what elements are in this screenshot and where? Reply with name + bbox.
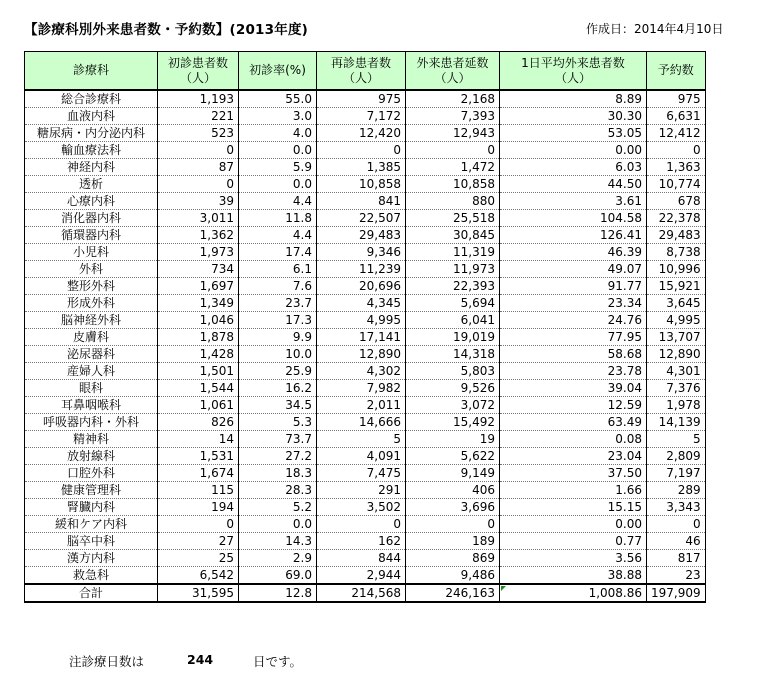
reservations-cell: 15,921 bbox=[647, 278, 706, 295]
revisit-count-cell: 2,944 bbox=[317, 567, 406, 585]
department-cell: 腎臓内科 bbox=[25, 499, 158, 516]
reservations-cell: 12,890 bbox=[647, 346, 706, 363]
department-cell: 口腔外科 bbox=[25, 465, 158, 482]
footnote-label: 注診療日数は bbox=[69, 654, 145, 669]
first-visit-rate-cell: 23.7 bbox=[239, 295, 317, 312]
revisit-count-cell: 9,346 bbox=[317, 244, 406, 261]
first-visit-rate-cell: 34.5 bbox=[239, 397, 317, 414]
first-visit-count-cell: 14 bbox=[158, 431, 239, 448]
revisit-count-cell: 7,982 bbox=[317, 380, 406, 397]
revisit-count-cell: 162 bbox=[317, 533, 406, 550]
department-cell: 合計 bbox=[25, 584, 158, 602]
table-row bbox=[25, 142, 706, 159]
first-visit-rate-cell: 6.1 bbox=[239, 261, 317, 278]
revisit-count-cell: 11,239 bbox=[317, 261, 406, 278]
revisit-count-cell: 1,385 bbox=[317, 159, 406, 176]
table-row bbox=[25, 176, 706, 193]
first-visit-count-cell: 1,544 bbox=[158, 380, 239, 397]
total-outpatients-cell: 869 bbox=[406, 550, 500, 567]
first-visit-rate-cell: 18.3 bbox=[239, 465, 317, 482]
first-visit-count-cell: 1,193 bbox=[158, 90, 239, 108]
first-visit-rate-cell: 69.0 bbox=[239, 567, 317, 585]
table-row bbox=[25, 108, 706, 125]
table-row bbox=[25, 465, 706, 482]
reservations-cell: 12,412 bbox=[647, 125, 706, 142]
first-visit-count-cell: 734 bbox=[158, 261, 239, 278]
first-visit-count-cell: 826 bbox=[158, 414, 239, 431]
page-title: 【診療科別外来患者数・予約数】(2013年度) bbox=[24, 22, 309, 38]
total-outpatients-cell: 5,803 bbox=[406, 363, 500, 380]
daily-average-cell: 104.58 bbox=[500, 210, 647, 227]
first-visit-rate-cell: 12.8 bbox=[239, 584, 317, 602]
first-visit-count-cell: 1,697 bbox=[158, 278, 239, 295]
total-outpatients-cell: 9,486 bbox=[406, 567, 500, 585]
revisit-count-cell: 22,507 bbox=[317, 210, 406, 227]
department-cell: 外科 bbox=[25, 261, 158, 278]
revisit-count-cell: 12,420 bbox=[317, 125, 406, 142]
first-visit-count-cell: 87 bbox=[158, 159, 239, 176]
total-outpatients-cell: 22,393 bbox=[406, 278, 500, 295]
department-cell: 糖尿病・内分泌内科 bbox=[25, 125, 158, 142]
table-row bbox=[25, 90, 706, 108]
revisit-count-cell: 0 bbox=[317, 516, 406, 533]
department-cell: 透析 bbox=[25, 176, 158, 193]
first-visit-count-cell: 1,061 bbox=[158, 397, 239, 414]
department-cell: 心療内科 bbox=[25, 193, 158, 210]
first-visit-count-cell: 523 bbox=[158, 125, 239, 142]
department-cell: 緩和ケア内科 bbox=[25, 516, 158, 533]
first-visit-count-cell: 1,878 bbox=[158, 329, 239, 346]
table-row bbox=[25, 380, 706, 397]
first-visit-rate-cell: 5.2 bbox=[239, 499, 317, 516]
first-visit-count-cell: 1,674 bbox=[158, 465, 239, 482]
department-cell: 呼吸器内科・外科 bbox=[25, 414, 158, 431]
department-cell: 整形外科 bbox=[25, 278, 158, 295]
header-daily-average: 1日平均外来患者数 （人） bbox=[500, 52, 647, 91]
revisit-count-cell: 29,483 bbox=[317, 227, 406, 244]
department-cell: 精神科 bbox=[25, 431, 158, 448]
reservations-cell: 7,376 bbox=[647, 380, 706, 397]
total-outpatients-cell: 15,492 bbox=[406, 414, 500, 431]
first-visit-count-cell: 0 bbox=[158, 142, 239, 159]
total-outpatients-cell: 406 bbox=[406, 482, 500, 499]
reservations-cell: 5 bbox=[647, 431, 706, 448]
outpatient-table bbox=[24, 51, 706, 603]
first-visit-count-cell: 0 bbox=[158, 516, 239, 533]
revisit-count-cell: 3,502 bbox=[317, 499, 406, 516]
reservations-cell: 1,978 bbox=[647, 397, 706, 414]
daily-average-cell: 126.41 bbox=[500, 227, 647, 244]
daily-average-cell: 24.76 bbox=[500, 312, 647, 329]
daily-average-cell: 15.15 bbox=[500, 499, 647, 516]
daily-average-cell: 58.68 bbox=[500, 346, 647, 363]
daily-average-cell: 12.59 bbox=[500, 397, 647, 414]
first-visit-rate-cell: 5.9 bbox=[239, 159, 317, 176]
table-row bbox=[25, 448, 706, 465]
daily-average-cell: 8.89 bbox=[500, 90, 647, 108]
first-visit-rate-cell: 0.0 bbox=[239, 516, 317, 533]
daily-average-cell: 44.50 bbox=[500, 176, 647, 193]
total-outpatients-cell: 0 bbox=[406, 142, 500, 159]
total-outpatients-cell: 30,845 bbox=[406, 227, 500, 244]
daily-average-cell: 6.03 bbox=[500, 159, 647, 176]
header-first-visit-rate: 初診率(%) bbox=[239, 52, 317, 91]
reservations-cell: 14,139 bbox=[647, 414, 706, 431]
daily-average-cell: 1.66 bbox=[500, 482, 647, 499]
total-outpatients-cell: 246,163 bbox=[406, 584, 500, 602]
total-outpatients-cell: 7,393 bbox=[406, 108, 500, 125]
total-outpatients-cell: 6,041 bbox=[406, 312, 500, 329]
header-total-outpatients: 外来患者延数 （人） bbox=[406, 52, 500, 91]
daily-average-cell: 0.00 bbox=[500, 516, 647, 533]
first-visit-rate-cell: 4.0 bbox=[239, 125, 317, 142]
table-row bbox=[25, 329, 706, 346]
daily-average-cell: 0.00 bbox=[500, 142, 647, 159]
reservations-cell: 975 bbox=[647, 90, 706, 108]
table-row bbox=[25, 227, 706, 244]
first-visit-rate-cell: 4.4 bbox=[239, 227, 317, 244]
revisit-count-cell: 214,568 bbox=[317, 584, 406, 602]
department-cell: 脳神経外科 bbox=[25, 312, 158, 329]
revisit-count-cell: 4,302 bbox=[317, 363, 406, 380]
reservations-cell: 197,909 bbox=[647, 584, 706, 602]
daily-average-cell: 63.49 bbox=[500, 414, 647, 431]
first-visit-rate-cell: 17.4 bbox=[239, 244, 317, 261]
total-outpatients-cell: 9,149 bbox=[406, 465, 500, 482]
reservations-cell: 29,483 bbox=[647, 227, 706, 244]
department-cell: 漢方内科 bbox=[25, 550, 158, 567]
daily-average-cell: 1,008.86 bbox=[500, 584, 647, 602]
revisit-count-cell: 7,172 bbox=[317, 108, 406, 125]
header-revisit-count: 再診患者数 （人） bbox=[317, 52, 406, 91]
table-row bbox=[25, 482, 706, 499]
department-cell: 総合診療科 bbox=[25, 90, 158, 108]
department-cell: 泌尿器科 bbox=[25, 346, 158, 363]
reservations-cell: 4,301 bbox=[647, 363, 706, 380]
total-outpatients-cell: 19 bbox=[406, 431, 500, 448]
table-row bbox=[25, 193, 706, 210]
revisit-count-cell: 14,666 bbox=[317, 414, 406, 431]
table-row bbox=[25, 550, 706, 567]
reservations-cell: 4,995 bbox=[647, 312, 706, 329]
header-row bbox=[25, 52, 706, 91]
department-cell: 皮膚科 bbox=[25, 329, 158, 346]
daily-average-cell: 30.30 bbox=[500, 108, 647, 125]
reservations-cell: 10,774 bbox=[647, 176, 706, 193]
first-visit-count-cell: 221 bbox=[158, 108, 239, 125]
table-row bbox=[25, 431, 706, 448]
table-row bbox=[25, 210, 706, 227]
first-visit-rate-cell: 25.9 bbox=[239, 363, 317, 380]
revisit-count-cell: 291 bbox=[317, 482, 406, 499]
total-outpatients-cell: 3,696 bbox=[406, 499, 500, 516]
total-outpatients-cell: 0 bbox=[406, 516, 500, 533]
first-visit-rate-cell: 0.0 bbox=[239, 142, 317, 159]
first-visit-count-cell: 1,046 bbox=[158, 312, 239, 329]
revisit-count-cell: 4,091 bbox=[317, 448, 406, 465]
daily-average-cell: 39.04 bbox=[500, 380, 647, 397]
created-date: 作成日：2014年4月10日 bbox=[586, 22, 724, 36]
first-visit-count-cell: 1,428 bbox=[158, 346, 239, 363]
total-outpatients-cell: 1,472 bbox=[406, 159, 500, 176]
total-outpatients-cell: 5,694 bbox=[406, 295, 500, 312]
revisit-count-cell: 4,995 bbox=[317, 312, 406, 329]
total-outpatients-cell: 11,973 bbox=[406, 261, 500, 278]
revisit-count-cell: 17,141 bbox=[317, 329, 406, 346]
reservations-cell: 817 bbox=[647, 550, 706, 567]
first-visit-count-cell: 1,349 bbox=[158, 295, 239, 312]
department-cell: 形成外科 bbox=[25, 295, 158, 312]
table-row bbox=[25, 363, 706, 380]
first-visit-rate-cell: 16.2 bbox=[239, 380, 317, 397]
reservations-cell: 46 bbox=[647, 533, 706, 550]
revisit-count-cell: 975 bbox=[317, 90, 406, 108]
table-row bbox=[25, 261, 706, 278]
first-visit-rate-cell: 28.3 bbox=[239, 482, 317, 499]
department-cell: 消化器内科 bbox=[25, 210, 158, 227]
reservations-cell: 3,343 bbox=[647, 499, 706, 516]
first-visit-rate-cell: 4.4 bbox=[239, 193, 317, 210]
total-outpatients-cell: 10,858 bbox=[406, 176, 500, 193]
first-visit-count-cell: 25 bbox=[158, 550, 239, 567]
daily-average-cell: 49.07 bbox=[500, 261, 647, 278]
department-cell: 健康管理科 bbox=[25, 482, 158, 499]
daily-average-cell: 38.88 bbox=[500, 567, 647, 585]
first-visit-rate-cell: 27.2 bbox=[239, 448, 317, 465]
daily-average-cell: 46.39 bbox=[500, 244, 647, 261]
reservations-cell: 0 bbox=[647, 142, 706, 159]
first-visit-count-cell: 3,011 bbox=[158, 210, 239, 227]
first-visit-rate-cell: 17.3 bbox=[239, 312, 317, 329]
department-cell: 眼科 bbox=[25, 380, 158, 397]
daily-average-cell: 0.08 bbox=[500, 431, 647, 448]
total-outpatients-cell: 9,526 bbox=[406, 380, 500, 397]
footnote-days-value: 244 bbox=[187, 652, 214, 667]
table-row bbox=[25, 278, 706, 295]
header-reservations: 予約数 bbox=[647, 52, 706, 91]
daily-average-cell: 23.04 bbox=[500, 448, 647, 465]
daily-average-cell: 3.56 bbox=[500, 550, 647, 567]
first-visit-rate-cell: 9.9 bbox=[239, 329, 317, 346]
department-cell: 放射線科 bbox=[25, 448, 158, 465]
revisit-count-cell: 841 bbox=[317, 193, 406, 210]
first-visit-count-cell: 1,362 bbox=[158, 227, 239, 244]
department-cell: 循環器内科 bbox=[25, 227, 158, 244]
reservations-cell: 10,996 bbox=[647, 261, 706, 278]
reservations-cell: 13,707 bbox=[647, 329, 706, 346]
total-outpatients-cell: 19,019 bbox=[406, 329, 500, 346]
revisit-count-cell: 2,011 bbox=[317, 397, 406, 414]
reservations-cell: 23 bbox=[647, 567, 706, 585]
daily-average-cell: 23.34 bbox=[500, 295, 647, 312]
daily-average-cell: 0.77 bbox=[500, 533, 647, 550]
table-row bbox=[25, 295, 706, 312]
first-visit-rate-cell: 10.0 bbox=[239, 346, 317, 363]
table-row bbox=[25, 346, 706, 363]
first-visit-count-cell: 27 bbox=[158, 533, 239, 550]
department-cell: 神経内科 bbox=[25, 159, 158, 176]
revisit-count-cell: 10,858 bbox=[317, 176, 406, 193]
first-visit-count-cell: 0 bbox=[158, 176, 239, 193]
table-row bbox=[25, 159, 706, 176]
first-visit-count-cell: 31,595 bbox=[158, 584, 239, 602]
daily-average-cell: 23.78 bbox=[500, 363, 647, 380]
revisit-count-cell: 5 bbox=[317, 431, 406, 448]
revisit-count-cell: 4,345 bbox=[317, 295, 406, 312]
table-row bbox=[25, 125, 706, 142]
total-outpatients-cell: 5,622 bbox=[406, 448, 500, 465]
total-outpatients-cell: 12,943 bbox=[406, 125, 500, 142]
first-visit-rate-cell: 0.0 bbox=[239, 176, 317, 193]
reservations-cell: 8,738 bbox=[647, 244, 706, 261]
reservations-cell: 3,645 bbox=[647, 295, 706, 312]
reservations-cell: 0 bbox=[647, 516, 706, 533]
table-row bbox=[25, 567, 706, 585]
total-outpatients-cell: 2,168 bbox=[406, 90, 500, 108]
daily-average-cell: 3.61 bbox=[500, 193, 647, 210]
header-first-visit-count: 初診患者数 （人） bbox=[158, 52, 239, 91]
reservations-cell: 289 bbox=[647, 482, 706, 499]
department-cell: 小児科 bbox=[25, 244, 158, 261]
first-visit-rate-cell: 3.0 bbox=[239, 108, 317, 125]
revisit-count-cell: 7,475 bbox=[317, 465, 406, 482]
revisit-count-cell: 844 bbox=[317, 550, 406, 567]
table-row bbox=[25, 244, 706, 261]
total-outpatients-cell: 14,318 bbox=[406, 346, 500, 363]
first-visit-rate-cell: 11.8 bbox=[239, 210, 317, 227]
reservations-cell: 678 bbox=[647, 193, 706, 210]
department-cell: 耳鼻咽喉科 bbox=[25, 397, 158, 414]
first-visit-rate-cell: 5.3 bbox=[239, 414, 317, 431]
department-cell: 脳卒中科 bbox=[25, 533, 158, 550]
table-row bbox=[25, 414, 706, 431]
table-row bbox=[25, 499, 706, 516]
header-department: 診療科 bbox=[25, 52, 158, 91]
table-row bbox=[25, 312, 706, 329]
table-row bbox=[25, 516, 706, 533]
department-cell: 輸血療法科 bbox=[25, 142, 158, 159]
first-visit-count-cell: 115 bbox=[158, 482, 239, 499]
first-visit-rate-cell: 2.9 bbox=[239, 550, 317, 567]
first-visit-rate-cell: 7.6 bbox=[239, 278, 317, 295]
reservations-cell: 2,809 bbox=[647, 448, 706, 465]
department-cell: 血液内科 bbox=[25, 108, 158, 125]
reservations-cell: 1,363 bbox=[647, 159, 706, 176]
department-cell: 救急科 bbox=[25, 567, 158, 585]
reservations-cell: 22,378 bbox=[647, 210, 706, 227]
revisit-count-cell: 0 bbox=[317, 142, 406, 159]
daily-average-cell: 53.05 bbox=[500, 125, 647, 142]
first-visit-count-cell: 194 bbox=[158, 499, 239, 516]
first-visit-rate-cell: 73.7 bbox=[239, 431, 317, 448]
total-outpatients-cell: 880 bbox=[406, 193, 500, 210]
footnote-suffix: 日です。 bbox=[253, 654, 303, 669]
revisit-count-cell: 12,890 bbox=[317, 346, 406, 363]
reservations-cell: 7,197 bbox=[647, 465, 706, 482]
first-visit-count-cell: 1,531 bbox=[158, 448, 239, 465]
first-visit-rate-cell: 55.0 bbox=[239, 90, 317, 108]
first-visit-count-cell: 39 bbox=[158, 193, 239, 210]
first-visit-count-cell: 1,501 bbox=[158, 363, 239, 380]
first-visit-rate-cell: 14.3 bbox=[239, 533, 317, 550]
total-outpatients-cell: 3,072 bbox=[406, 397, 500, 414]
total-outpatients-cell: 11,319 bbox=[406, 244, 500, 261]
department-cell: 産婦人科 bbox=[25, 363, 158, 380]
first-visit-count-cell: 6,542 bbox=[158, 567, 239, 585]
first-visit-count-cell: 1,973 bbox=[158, 244, 239, 261]
reservations-cell: 6,631 bbox=[647, 108, 706, 125]
total-row bbox=[25, 584, 706, 602]
total-outpatients-cell: 25,518 bbox=[406, 210, 500, 227]
daily-average-cell: 77.95 bbox=[500, 329, 647, 346]
total-outpatients-cell: 189 bbox=[406, 533, 500, 550]
table-row bbox=[25, 533, 706, 550]
daily-average-cell: 91.77 bbox=[500, 278, 647, 295]
table-row bbox=[25, 397, 706, 414]
revisit-count-cell: 20,696 bbox=[317, 278, 406, 295]
daily-average-cell: 37.50 bbox=[500, 465, 647, 482]
